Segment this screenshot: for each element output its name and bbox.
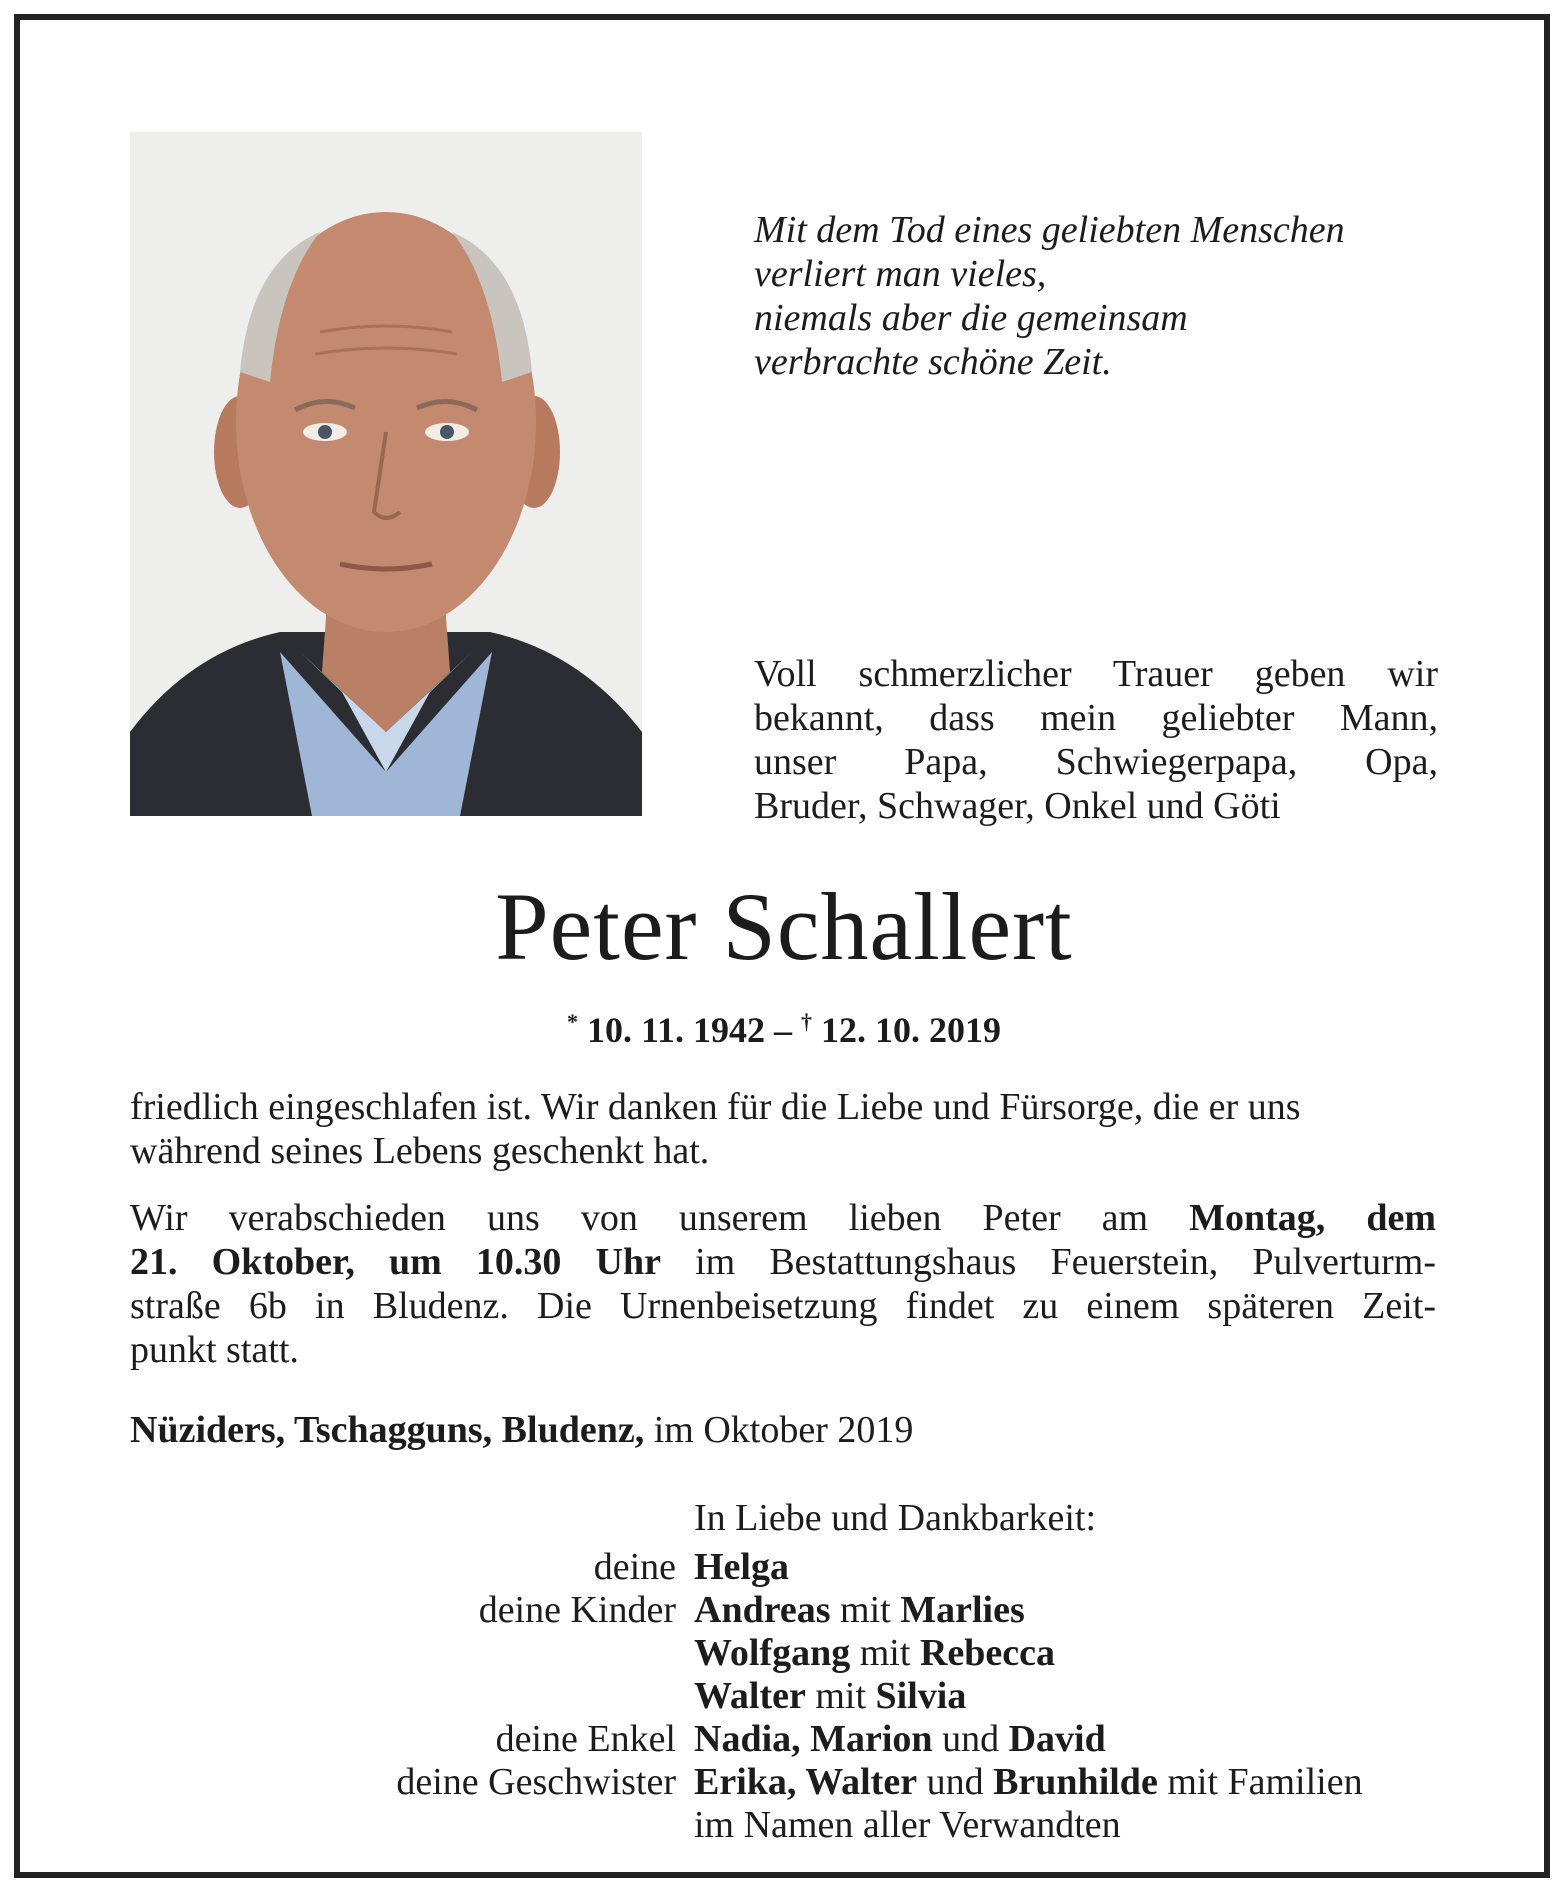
body-paragraph-2	[130, 1196, 1436, 1372]
date-separator: –	[765, 1010, 801, 1050]
family-connector: mit Familien	[1157, 1761, 1363, 1803]
family-name: Wolfgang	[694, 1632, 851, 1674]
family-label: deine Kinder	[478, 1589, 676, 1631]
family-names	[694, 1718, 1106, 1761]
quote-line: Mit dem Tod eines geliebten Menschen	[754, 209, 1345, 251]
life-dates	[0, 1000, 1568, 1052]
family-name: David	[1008, 1718, 1106, 1760]
family-name: Andreas	[694, 1589, 831, 1631]
announcement-line: Bruder, Schwager, Onkel und Göti	[754, 785, 1281, 827]
family-names	[694, 1632, 1055, 1675]
announcement-text	[754, 652, 1438, 828]
family-name: Silvia	[875, 1675, 967, 1717]
paragraph-line: straße 6b in Bludenz. Die Urnenbeisetzung findet zu einem späteren Zeit-	[130, 1285, 1436, 1327]
family-label	[130, 1632, 694, 1675]
family-connector: mit	[830, 1589, 901, 1631]
death-date: 12. 10. 2019	[821, 1010, 1001, 1050]
family-label	[130, 1675, 694, 1718]
family-names	[694, 1546, 789, 1589]
announcement-line: Voll schmerzlicher Trauer geben wir	[754, 653, 1438, 695]
funeral-date: Montag, dem	[1189, 1197, 1436, 1239]
family-row	[130, 1675, 1470, 1718]
funeral-time: 21. Oktober, um 10.30 Uhr	[130, 1241, 661, 1283]
paragraph-line	[130, 1196, 1436, 1240]
quote-line: verliert man vieles,	[754, 253, 1047, 295]
memorial-quote	[754, 208, 1474, 384]
place-date-line	[130, 1408, 913, 1452]
death-symbol: †	[801, 1009, 812, 1034]
family-row	[130, 1589, 1470, 1632]
birth-date: 10. 11. 1942	[586, 1010, 765, 1050]
family-name: Walter	[694, 1675, 806, 1717]
family-name: Nadia, Marion	[694, 1718, 933, 1760]
deceased-name: Peter Schallert	[495, 873, 1073, 980]
quote-line: niemals aber die gemeinsam	[754, 297, 1188, 339]
family-name: Erika, Walter	[694, 1761, 918, 1803]
closing-phrase: In Liebe und Dankbarkeit:	[694, 1497, 1097, 1539]
family-row	[130, 1718, 1470, 1761]
family-label: deine Enkel	[495, 1718, 676, 1760]
birth-symbol: *	[566, 1009, 578, 1034]
family-name: Brunhilde	[993, 1761, 1158, 1803]
family-label: deine Geschwister	[396, 1761, 676, 1803]
family-row	[130, 1761, 1470, 1804]
paragraph-text: im Bestattungshaus Feuerstein, Pulverturm-	[660, 1241, 1436, 1283]
family-connector: und	[932, 1718, 1009, 1760]
family-row	[130, 1804, 1470, 1847]
relatives-line: im Namen aller Verwandten	[694, 1804, 1121, 1846]
place-date: im Oktober 2019	[644, 1409, 914, 1451]
family-row	[130, 1546, 1470, 1589]
family-name: Marlies	[900, 1589, 1025, 1631]
family-connector: mit	[805, 1675, 876, 1717]
family-label	[130, 1804, 694, 1847]
place-towns: Nüziders, Tschagguns, Bludenz,	[130, 1409, 645, 1451]
paragraph-text: Wir verabschieden uns von unserem lieben Peter am	[130, 1197, 1190, 1239]
quote-line: verbrachte schöne Zeit.	[754, 341, 1112, 383]
family-names	[694, 1675, 966, 1718]
family-names	[694, 1761, 1363, 1804]
family-list	[130, 1546, 1470, 1847]
body-paragraph-1: friedlich eingeschlafen ist. Wir danken für die Liebe und Fürsorge, die er uns während seines Lebens geschenkt hat.	[130, 1086, 1301, 1172]
family-connector: und	[917, 1761, 994, 1803]
family-name: Helga	[694, 1546, 789, 1588]
family-label: deine	[593, 1546, 676, 1588]
announcement-line: bekannt, dass mein geliebter Mann,	[754, 697, 1438, 739]
paragraph-line	[130, 1240, 1436, 1284]
family-names	[694, 1589, 1025, 1632]
family-name: Rebecca	[919, 1632, 1055, 1674]
portrait-illustration	[130, 132, 642, 816]
announcement-line: unser Papa, Schwiegerpapa, Opa,	[754, 741, 1438, 783]
family-connector: mit	[850, 1632, 920, 1674]
paragraph-line: punkt statt.	[130, 1329, 299, 1371]
portrait-photo	[130, 132, 642, 816]
family-row	[130, 1632, 1470, 1675]
